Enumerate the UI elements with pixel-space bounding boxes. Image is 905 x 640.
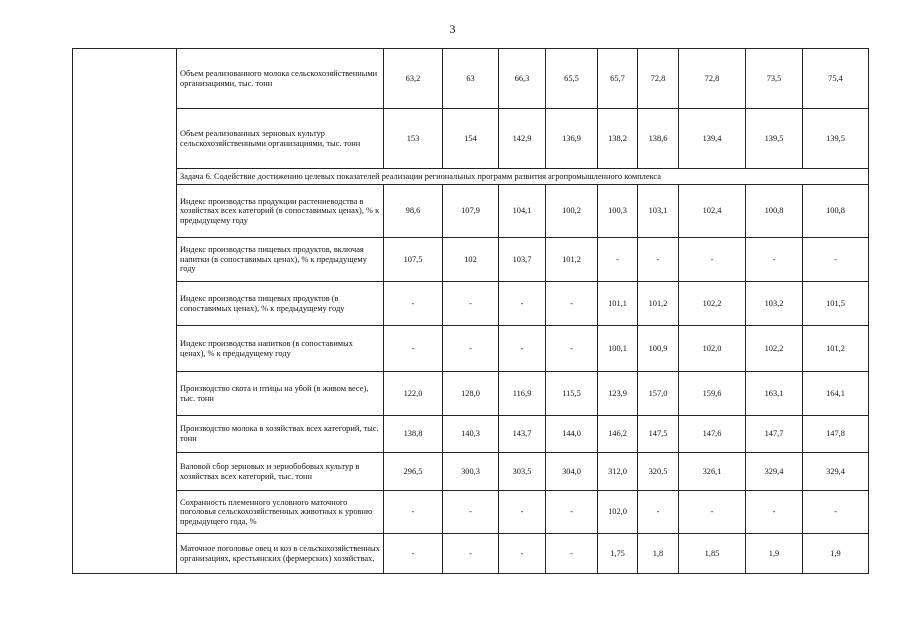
indicator-value: 143,7 bbox=[499, 416, 546, 453]
indicator-value: - bbox=[384, 326, 443, 372]
indicator-value: 102 bbox=[443, 238, 499, 282]
indicator-label: Объем реализованного молока сельскохозяйственными организациями, тыс. тонн bbox=[177, 49, 384, 109]
indicator-value: 65,5 bbox=[546, 49, 598, 109]
indicator-value: 100,8 bbox=[803, 185, 869, 238]
indicator-value: 138,6 bbox=[638, 109, 679, 169]
table-row bbox=[73, 372, 869, 416]
indicator-value: 154 bbox=[443, 109, 499, 169]
indicator-value: - bbox=[384, 282, 443, 326]
indicator-value: - bbox=[499, 491, 546, 534]
indicator-value: - bbox=[746, 491, 803, 534]
indicator-label: Маточное поголовье овец и коз в сельскохозяйственных организациях, крестьянских (фермерских) хозяйствах, bbox=[177, 534, 384, 574]
indicator-label: Производство скота и птицы на убой (в живом весе), тыс. тонн bbox=[177, 372, 384, 416]
indicator-value: 140,3 bbox=[443, 416, 499, 453]
indicator-value: - bbox=[679, 238, 746, 282]
indicator-value: 128,0 bbox=[443, 372, 499, 416]
indicator-value: 100,1 bbox=[598, 326, 638, 372]
table-row bbox=[73, 416, 869, 453]
indicator-value: 98,6 bbox=[384, 185, 443, 238]
indicator-value: 75,4 bbox=[803, 49, 869, 109]
indicator-value: 1,9 bbox=[746, 534, 803, 574]
indicator-value: 102,0 bbox=[679, 326, 746, 372]
indicator-value: 63,2 bbox=[384, 49, 443, 109]
indicator-label: Валовой сбор зерновых и зернобобовых культур в хозяйствах всех категорий, тыс. тонн bbox=[177, 453, 384, 491]
indicator-value: 102,2 bbox=[679, 282, 746, 326]
table-row bbox=[73, 238, 869, 282]
indicator-value: - bbox=[443, 534, 499, 574]
indicator-value: - bbox=[638, 238, 679, 282]
table-row bbox=[73, 326, 869, 372]
indicator-value: 103,7 bbox=[499, 238, 546, 282]
indicator-value: - bbox=[546, 534, 598, 574]
indicator-value: - bbox=[384, 534, 443, 574]
indicator-value: - bbox=[546, 491, 598, 534]
indicator-value: - bbox=[499, 534, 546, 574]
indicators-table bbox=[72, 48, 869, 574]
indicator-value: 163,1 bbox=[746, 372, 803, 416]
indicator-value: 296,5 bbox=[384, 453, 443, 491]
indicator-value: 102,2 bbox=[746, 326, 803, 372]
indicator-value: 164,1 bbox=[803, 372, 869, 416]
table-row bbox=[73, 49, 869, 109]
indicator-value: 101,2 bbox=[803, 326, 869, 372]
indicator-value: 102,0 bbox=[598, 491, 638, 534]
table-row bbox=[73, 185, 869, 238]
indicator-value: 136,9 bbox=[546, 109, 598, 169]
indicator-value: 153 bbox=[384, 109, 443, 169]
indicator-value: - bbox=[499, 326, 546, 372]
table-row bbox=[73, 282, 869, 326]
indicator-value: 116,9 bbox=[499, 372, 546, 416]
indicator-value: 101,2 bbox=[638, 282, 679, 326]
indicator-value: 102,4 bbox=[679, 185, 746, 238]
indicator-value: - bbox=[443, 326, 499, 372]
empty-left-column bbox=[73, 49, 177, 574]
table-row bbox=[73, 534, 869, 574]
indicator-value: 72,8 bbox=[679, 49, 746, 109]
indicator-value: 139,5 bbox=[746, 109, 803, 169]
indicator-value: 1,9 bbox=[803, 534, 869, 574]
indicator-label: Индекс производства пищевых продуктов (в сопоставимых ценах), % к предыдущему году bbox=[177, 282, 384, 326]
page-number: 3 bbox=[449, 22, 456, 36]
indicator-value: - bbox=[638, 491, 679, 534]
indicator-label: Объем реализованных зерновых культур сельскохозяйственными организациями, тыс. тонн bbox=[177, 109, 384, 169]
indicator-value: - bbox=[546, 326, 598, 372]
indicator-value: 139,4 bbox=[679, 109, 746, 169]
indicator-value: 103,2 bbox=[746, 282, 803, 326]
indicator-value: 304,0 bbox=[546, 453, 598, 491]
indicator-value: 159,6 bbox=[679, 372, 746, 416]
indicator-value: - bbox=[443, 282, 499, 326]
indicator-value: 157,0 bbox=[638, 372, 679, 416]
indicator-value: 100,8 bbox=[746, 185, 803, 238]
task-heading: Задача 6. Содействие достижению целевых показателей реализации региональных программ развития агропромышленного комплекса bbox=[177, 169, 869, 185]
indicator-value: 103,1 bbox=[638, 185, 679, 238]
indicator-value: 147,7 bbox=[746, 416, 803, 453]
indicator-value: - bbox=[803, 238, 869, 282]
table-row bbox=[73, 109, 869, 169]
indicator-value: 147,8 bbox=[803, 416, 869, 453]
indicator-value: 63 bbox=[443, 49, 499, 109]
indicator-value: 115,5 bbox=[546, 372, 598, 416]
indicator-value: 101,1 bbox=[598, 282, 638, 326]
indicator-value: 107,5 bbox=[384, 238, 443, 282]
indicator-value: 66,3 bbox=[499, 49, 546, 109]
indicator-value: 146,2 bbox=[598, 416, 638, 453]
indicator-value: 303,5 bbox=[499, 453, 546, 491]
indicator-value: 138,2 bbox=[598, 109, 638, 169]
indicator-value: 147,5 bbox=[638, 416, 679, 453]
indicator-label: Индекс производства напитков (в сопоставимых ценах), % к предыдущему году bbox=[177, 326, 384, 372]
indicator-value: 101,5 bbox=[803, 282, 869, 326]
indicator-value: 100,3 bbox=[598, 185, 638, 238]
indicator-value: 144,0 bbox=[546, 416, 598, 453]
indicator-value: 73,5 bbox=[746, 49, 803, 109]
indicator-value: - bbox=[499, 282, 546, 326]
indicator-value: 1,8 bbox=[638, 534, 679, 574]
indicator-value: - bbox=[384, 491, 443, 534]
indicator-value: 1,85 bbox=[679, 534, 746, 574]
indicator-value: 326,1 bbox=[679, 453, 746, 491]
indicator-value: 139,5 bbox=[803, 109, 869, 169]
indicator-value: - bbox=[443, 491, 499, 534]
indicator-label: Индекс производства пищевых продуктов, включая напитки (в сопоставимых ценах), % к предыдущему году bbox=[177, 238, 384, 282]
indicator-value: 320,5 bbox=[638, 453, 679, 491]
indicator-value: - bbox=[746, 238, 803, 282]
indicator-value: 65,7 bbox=[598, 49, 638, 109]
indicator-value: 100,2 bbox=[546, 185, 598, 238]
indicator-value: 142,9 bbox=[499, 109, 546, 169]
indicator-value: - bbox=[679, 491, 746, 534]
indicator-value: 300,3 bbox=[443, 453, 499, 491]
indicator-value: 147,6 bbox=[679, 416, 746, 453]
indicator-label: Индекс производства продукции растениеводства в хозяйствах всех категорий (в сопоставимых ценах), % к предыдущему году bbox=[177, 185, 384, 238]
task-row bbox=[73, 169, 869, 185]
table-row bbox=[73, 453, 869, 491]
indicator-value: 107,9 bbox=[443, 185, 499, 238]
indicator-value: 329,4 bbox=[803, 453, 869, 491]
indicator-value: 100,9 bbox=[638, 326, 679, 372]
indicator-value: 72,8 bbox=[638, 49, 679, 109]
indicator-value: 104,1 bbox=[499, 185, 546, 238]
indicator-value: 1,75 bbox=[598, 534, 638, 574]
indicator-value: - bbox=[598, 238, 638, 282]
indicator-value: 329,4 bbox=[746, 453, 803, 491]
indicator-label: Производство молока в хозяйствах всех категорий, тыс. тонн bbox=[177, 416, 384, 453]
indicator-value: - bbox=[546, 282, 598, 326]
indicator-value: 312,0 bbox=[598, 453, 638, 491]
indicator-value: 123,9 bbox=[598, 372, 638, 416]
indicator-value: 122,0 bbox=[384, 372, 443, 416]
indicator-value: 101,2 bbox=[546, 238, 598, 282]
indicator-value: - bbox=[803, 491, 869, 534]
indicator-value: 138,8 bbox=[384, 416, 443, 453]
table-row bbox=[73, 491, 869, 534]
indicator-label: Сохранность племенного условного маточного поголовья сельскохозяйственных животных к уровню предыдущего года, % bbox=[177, 491, 384, 534]
